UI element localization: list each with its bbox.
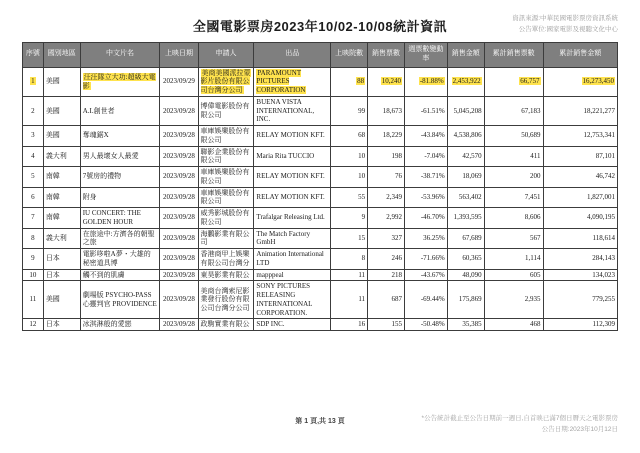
table-row [23,319,618,331]
cell-cum_tickets: 50,689 [484,126,543,147]
cell-country: 義大利 [43,146,80,167]
highlight-mark: 16,273,450 [582,77,614,86]
cell-title: 冰淇淋般的愛戀 [80,319,160,331]
cell-change: -46.70% [404,208,447,229]
table-row [23,126,618,147]
cell-producer: BUENA VISTA INTERNATIONAL, INC. [254,96,331,125]
column-header-applicant: 申請人 [198,43,254,68]
cell-theaters: 15 [331,228,368,249]
cell-date: 2023/09/28 [160,208,198,229]
cell-cum_tickets: 468 [484,319,543,331]
cell-change: -50.48% [404,319,447,331]
column-header-seq: 序號 [23,43,44,68]
cell-date: 2023/09/28 [160,319,198,331]
cell-producer: Animation International LTD [254,249,331,270]
cell-applicant: 政駒實業有限公 [198,319,254,331]
table-row [23,281,618,319]
cell-cum_amount: 112,309 [543,319,617,331]
highlight-mark: 汪汪隊立大功:超級大電影 [82,72,156,90]
cell-seq: 3 [23,126,44,147]
cell-amount: 4,538,806 [447,126,484,147]
cell-tickets: 18,673 [368,96,405,125]
cell-cum_amount: 1,827,001 [543,187,617,208]
cell-amount: 48,090 [447,269,484,281]
cell-country: 南韓 [43,187,80,208]
cell-country: 美國 [43,96,80,125]
cell-country: 日本 [43,319,80,331]
highlight-mark: PARAMOUNT PICTURES CORPORATION [256,68,306,94]
column-header-country: 國別地區 [43,43,80,68]
cell-producer: Maria Rita TUCCIO [254,146,331,167]
cell-cum_tickets: 605 [484,269,543,281]
cell-cum_amount: 46,742 [543,167,617,188]
cell-country: 美國 [43,281,80,319]
highlight-mark: 88 [357,77,365,86]
cell-cum_tickets [484,67,543,96]
table-row [23,167,618,188]
cell-country: 義大利 [43,228,80,249]
cell-tickets: 155 [368,319,405,331]
cell-title [80,67,160,96]
cell-title: 在旅途中:方濟各的朝聖之旅 [80,228,160,249]
cell-title: IU CONCERT: THE GOLDEN HOUR [80,208,160,229]
cell-date: 2023/09/28 [160,249,198,270]
cell-date: 2023/09/28 [160,167,198,188]
page-number: 第 1 頁,共 13 頁 [295,418,345,425]
cell-theaters [331,67,368,96]
cell-change [404,67,447,96]
cell-applicant: 東昊影業有限公 [198,269,254,281]
cell-theaters: 8 [331,249,368,270]
table-row [23,249,618,270]
cell-tickets: 18,229 [368,126,405,147]
cell-title: 觸不到的肌膚 [80,269,160,281]
cell-title: 男人最壞女人最愛 [80,146,160,167]
cell-theaters: 10 [331,167,368,188]
cell-seq: 8 [23,228,44,249]
cell-date: 2023/09/28 [160,281,198,319]
column-header-title: 中文片名 [80,43,160,68]
cell-title: 7號房的禮物 [80,167,160,188]
table-header-row [23,43,618,68]
cell-producer: Trafalgar Releasing Ltd. [254,208,331,229]
footnote [422,413,618,436]
cell-cum_tickets: 1,114 [484,249,543,270]
cell-tickets: 2,992 [368,208,405,229]
cell-seq: 5 [23,167,44,188]
cell-applicant [198,67,254,96]
cell-change: -43.84% [404,126,447,147]
cell-tickets: 246 [368,249,405,270]
cell-producer: RELAY MOTION KFT. [254,126,331,147]
box-office-table [22,42,618,331]
column-header-cum_tickets: 累計銷售票數 [484,43,543,68]
cell-theaters: 11 [331,269,368,281]
cell-change: -71.66% [404,249,447,270]
cell-applicant: 車庫娛樂股份有限公司 [198,167,254,188]
cell-cum_tickets: 8,606 [484,208,543,229]
publish-date: 公告日期:2023年10月12日 [541,426,618,434]
cell-seq [23,67,44,96]
column-header-tickets: 銷售票數 [368,43,405,68]
cell-cum_tickets: 67,183 [484,96,543,125]
cell-producer: RELAY MOTION KFT. [254,187,331,208]
cell-amount: 18,069 [447,167,484,188]
cell-applicant: 美商台灣索尼影業發行股份有限公司台灣分公司 [198,281,254,319]
cell-title: 附身 [80,187,160,208]
column-header-producer: 出品 [254,43,331,68]
highlight-mark: -81.88% [419,77,444,86]
table-row [23,208,618,229]
cell-producer [254,67,331,96]
cell-amount: 35,385 [447,319,484,331]
table-row [23,67,618,96]
cell-amount: 67,689 [447,228,484,249]
table-row [23,146,618,167]
cell-theaters: 55 [331,187,368,208]
cell-cum_tickets: 7,451 [484,187,543,208]
cell-seq: 7 [23,208,44,229]
cell-amount: 42,570 [447,146,484,167]
cell-tickets: 218 [368,269,405,281]
cell-amount: 563,402 [447,187,484,208]
highlight-mark: 2,453,922 [452,77,481,86]
cell-date: 2023/09/28 [160,146,198,167]
cell-title: A.I.創世者 [80,96,160,125]
cell-amount: 1,393,595 [447,208,484,229]
cell-cum_amount: 118,614 [543,228,617,249]
cell-applicant: 聯影企業股份有限公司 [198,146,254,167]
cell-theaters: 68 [331,126,368,147]
cell-cum_amount: 134,023 [543,269,617,281]
cell-applicant: 威秀影城股份有限公司 [198,208,254,229]
cell-tickets: 76 [368,167,405,188]
highlight-mark: 10,240 [381,77,401,86]
column-header-amount: 銷售金額 [447,43,484,68]
cell-amount: 175,869 [447,281,484,319]
source-info [512,13,618,35]
cell-theaters: 9 [331,208,368,229]
cell-seq: 10 [23,269,44,281]
cell-theaters: 10 [331,146,368,167]
cell-title: 電影哆啦A夢・大雄的秘密道具博 [80,249,160,270]
cell-title: 劇場版 PSYCHO-PASS 心靈判官 PROVIDENCE [80,281,160,319]
highlight-mark: 美商美國派拉蒙影片股份有限公司台灣分公司 [200,68,251,94]
table-row [23,187,618,208]
cell-tickets [368,67,405,96]
cell-applicant: 車庫娛樂股份有限公司 [198,187,254,208]
cell-seq: 9 [23,249,44,270]
cell-date: 2023/09/28 [160,187,198,208]
cell-tickets: 198 [368,146,405,167]
cell-change: -7.04% [404,146,447,167]
cell-date: 2023/09/28 [160,96,198,125]
cell-amount [447,67,484,96]
cell-cum_tickets: 567 [484,228,543,249]
cell-producer: mapppeal [254,269,331,281]
column-header-theaters: 上映院數 [331,43,368,68]
cell-cum_amount: 4,090,195 [543,208,617,229]
cell-theaters: 11 [331,281,368,319]
cell-country: 日本 [43,249,80,270]
cell-cum_amount: 12,753,341 [543,126,617,147]
cell-change: -61.51% [404,96,447,125]
cell-cum_amount [543,67,617,96]
cell-cum_tickets: 2,935 [484,281,543,319]
column-header-change: 週票數變動率 [404,43,447,68]
cell-tickets: 687 [368,281,405,319]
cell-amount: 5,045,208 [447,96,484,125]
cell-tickets: 2,349 [368,187,405,208]
table-row [23,96,618,125]
highlight-mark: 66,757 [520,77,540,86]
cell-producer: SDP INC. [254,319,331,331]
cell-country: 美國 [43,126,80,147]
cell-date: 2023/09/29 [160,67,198,96]
cell-change: -43.67% [404,269,447,281]
cell-seq: 4 [23,146,44,167]
cell-seq: 2 [23,96,44,125]
table-row [23,269,618,281]
cell-tickets: 327 [368,228,405,249]
footnote-line: *公告統計截止至公告日期前一週日,自首映已滿7個日曆天之電影票房 [421,414,618,422]
highlight-mark: 1 [31,77,35,86]
cell-applicant: 海鵬影業有限公司 [198,228,254,249]
cell-change: -38.71% [404,167,447,188]
cell-cum_amount: 284,143 [543,249,617,270]
column-header-date: 上映日期 [160,43,198,68]
cell-producer: RELAY MOTION KFT. [254,167,331,188]
cell-seq: 11 [23,281,44,319]
cell-country: 南韓 [43,167,80,188]
cell-date: 2023/09/28 [160,126,198,147]
cell-applicant: 博偉電影股份有限公司 [198,96,254,125]
cell-cum_amount: 779,255 [543,281,617,319]
cell-cum_amount: 87,101 [543,146,617,167]
cell-change: -53.96% [404,187,447,208]
cell-change: 36.25% [404,228,447,249]
cell-producer: SONY PICTURES RELEASING INTERNATIONAL CORPORATION. [254,281,331,319]
cell-cum_amount: 18,221,277 [543,96,617,125]
cell-date: 2023/09/28 [160,269,198,281]
cell-seq: 6 [23,187,44,208]
cell-country: 美國 [43,67,80,96]
page-title: 全國電影票房2023年10/02-10/08統計資訊 [192,19,448,34]
cell-applicant: 香港商甲上娛樂有限公司台灣分 [198,249,254,270]
cell-country: 日本 [43,269,80,281]
table-body [23,67,618,331]
cell-amount: 60,365 [447,249,484,270]
cell-cum_tickets: 200 [484,167,543,188]
cell-cum_tickets: 411 [484,146,543,167]
cell-theaters: 99 [331,96,368,125]
publisher-line: 公告單位:國家電影及視聽文化中心 [518,26,618,34]
cell-applicant: 車庫娛樂股份有限公司 [198,126,254,147]
cell-change: -69.44% [404,281,447,319]
cell-title: 奪魂鋸X [80,126,160,147]
cell-producer: The Match Factory GmbH [254,228,331,249]
source-line: 資訊來源:中華民國電影票房資訊系統 [512,15,618,22]
cell-seq: 12 [23,319,44,331]
column-header-cum_amount: 累計銷售金額 [543,43,617,68]
table-row [23,228,618,249]
cell-theaters: 16 [331,319,368,331]
cell-country: 南韓 [43,208,80,229]
cell-date: 2023/09/28 [160,228,198,249]
